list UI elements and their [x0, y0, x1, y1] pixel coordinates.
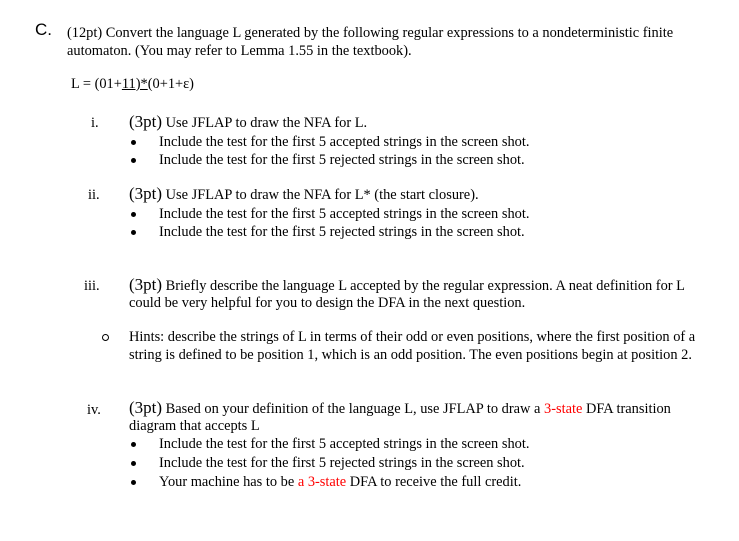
hint-bullet-icon [102, 334, 109, 341]
item-iv-bullet-3-text-b: DFA to receive the full credit. [346, 474, 522, 490]
item-iv-bullet-3-text-a: Your machine has to be [159, 474, 298, 490]
item-iv-bullet-1: Include the test for the first 5 accepted strings in the screen shot. [159, 436, 530, 452]
question-letter: C. [35, 20, 52, 39]
item-iv-three-state: 3-state [544, 401, 583, 417]
question-header [35, 20, 52, 40]
item-i-title-text: Use JFLAP to draw the NFA for L. [162, 115, 368, 131]
item-i-points: (3pt) [129, 112, 163, 131]
item-iii-line2: could be very helpful for you to design the DFA in the next question. [129, 295, 526, 311]
item-iv-bullet-2: Include the test for the first 5 rejected strings in the screen shot. [159, 455, 525, 471]
item-iv-bullet-3 [159, 473, 521, 491]
item-iii-line1-text: Briefly describe the language L accepted by the regular expression. A neat definition for L [162, 278, 685, 294]
item-iv-line2: diagram that accepts L [129, 418, 260, 434]
item-iv-numeral: iv. [87, 402, 101, 418]
item-i-numeral: i. [91, 115, 99, 131]
item-iii-hint-line2: string is defined to be position 1, which is an odd position. The even positions begin at position 2. [129, 347, 692, 363]
expression-prefix: L = (01+ [71, 76, 122, 92]
item-iii-line1 [129, 276, 685, 295]
item-iii-numeral: iii. [84, 278, 100, 294]
item-iv-line1-text-b: DFA transition [582, 401, 671, 417]
item-iv-line1 [129, 399, 671, 418]
item-ii-title [129, 185, 479, 204]
regular-expression [71, 75, 194, 93]
item-i-title [129, 113, 367, 132]
bullet-icon [131, 442, 136, 447]
item-i-bullet-1: Include the test for the first 5 accepted strings in the screen shot. [159, 134, 530, 150]
item-ii-points: (3pt) [129, 184, 163, 203]
bullet-icon [131, 480, 136, 485]
item-iv-points: (3pt) [129, 398, 163, 417]
bullet-icon [131, 140, 136, 145]
question-text-line1: (12pt) Convert the language L generated by the following regular expressions to a nondeterministic finite [67, 25, 674, 41]
question-text-line2: automaton. (You may refer to Lemma 1.55 in the textbook). [67, 43, 412, 59]
item-ii-bullet-2: Include the test for the first 5 rejected strings in the screen shot. [159, 224, 525, 240]
expression-underlined: 11)* [121, 76, 148, 92]
bullet-icon [131, 212, 136, 217]
bullet-icon [131, 158, 136, 163]
expression-suffix: (0+1+ε) [147, 76, 194, 92]
item-ii-bullet-1: Include the test for the first 5 accepted strings in the screen shot. [159, 206, 530, 222]
bullet-icon [131, 461, 136, 466]
item-i-bullet-2: Include the test for the first 5 rejected strings in the screen shot. [159, 152, 525, 168]
item-iv-line1-text-a: Based on your definition of the language L, use JFLAP to draw a [162, 401, 544, 417]
item-ii-title-text: Use JFLAP to draw the NFA for L* (the start closure). [162, 187, 479, 203]
item-ii-numeral: ii. [88, 187, 100, 203]
item-iii-points: (3pt) [129, 275, 163, 294]
item-iii-hint-line1: Hints: describe the strings of L in terms of their odd or even positions, where the first position of a [129, 329, 696, 345]
item-iv-bullet-3-red: a 3-state [297, 474, 347, 490]
bullet-icon [131, 230, 136, 235]
